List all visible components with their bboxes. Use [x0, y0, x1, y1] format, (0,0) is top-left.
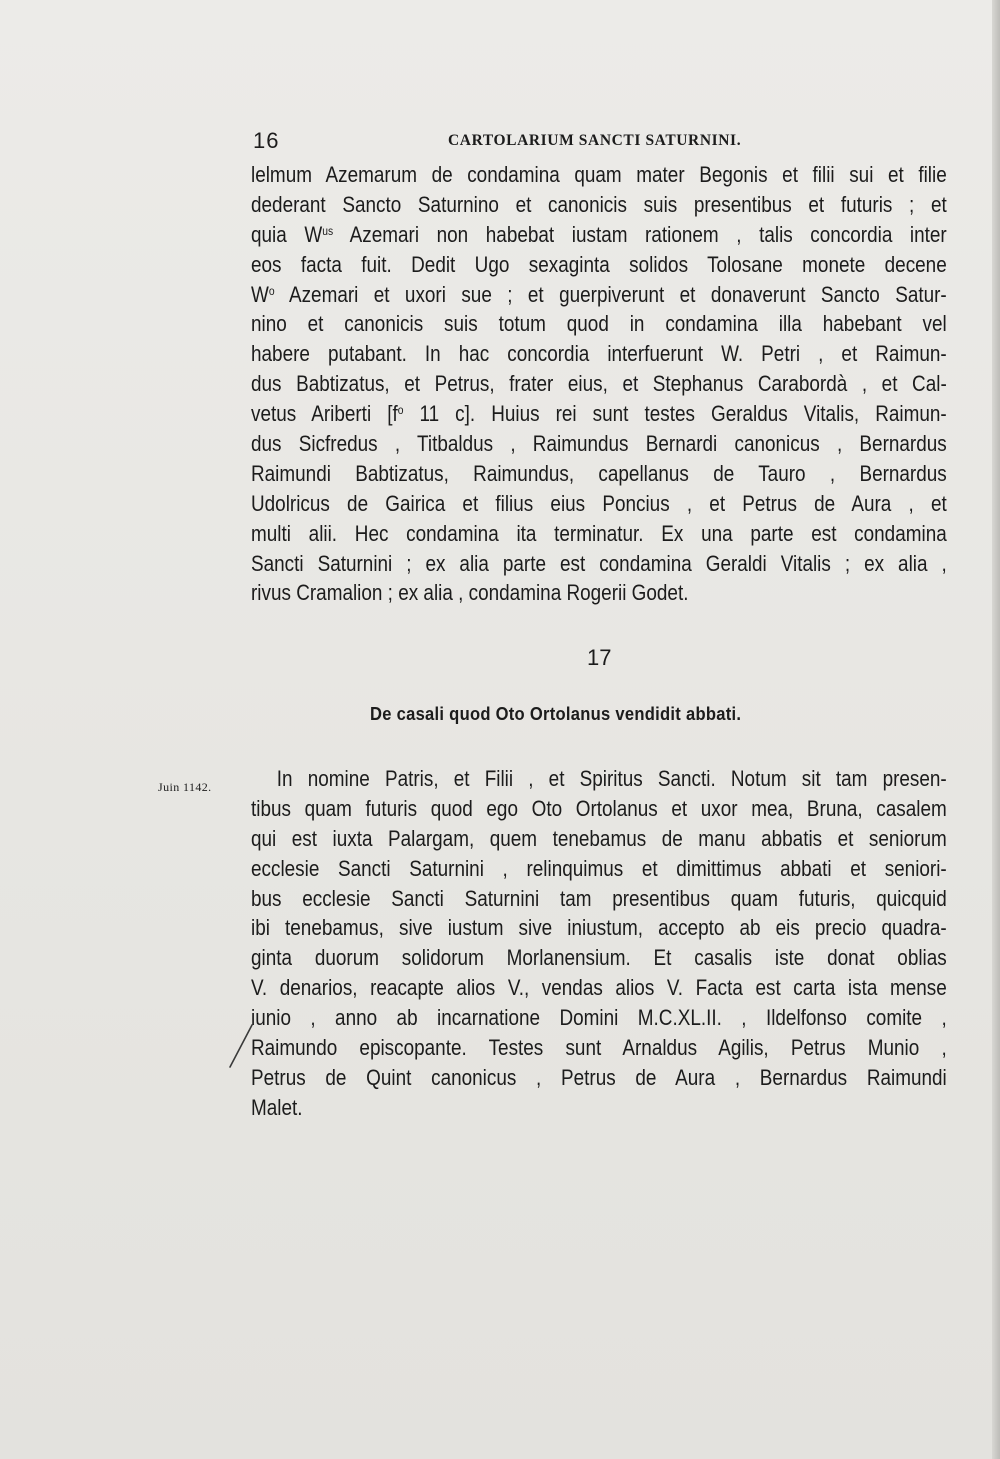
text-line: V. denarios, reacapte alios V., vendas alios V. Facta est carta ista mense [251, 975, 947, 1001]
text-line: dus Babtizatus, et Petrus, frater eius, et Stephanus Carabordà , et Cal- [251, 371, 947, 397]
text-line: quia $W^{us}$ Azemari non habebat iustam rationem , talis concordia inter [251, 221, 947, 247]
text-line: Raimundi Babtizatus, Raimundus, capellanus de Tauro , Bernardus [251, 460, 947, 486]
text-line: iunio , anno ab incarnatione Domini M.C.XL.II. , Ildelfonso comite , [251, 1005, 947, 1031]
charter-number: 17 [587, 645, 612, 670]
text-line: ibi tenebamus, sive iustum sive iniustum, accepto ab eis precio quadra- [251, 915, 947, 941]
text-line: lelmum Azemarum de condamina quam mater Begonis et filii sui et filie [251, 162, 947, 187]
text-line: In nomine Patris, et Filii , et Spiritus Sancti. Notum sit tam presen- [276, 766, 947, 791]
text-line: nino et canonicis suis totum quod in condamina illa habebant vel [251, 311, 947, 337]
page-header [253, 128, 753, 156]
text-line: Petrus de Quint canonicus , Petrus de Aura , Bernardus Raimundi [251, 1064, 947, 1090]
text-line: multi alii. Hec condamina ita terminatur. Ex una parte est condamina [251, 520, 947, 546]
charter-16-continuation [251, 160, 947, 608]
text-line: dus Sicfredus , Titbaldus , Raimundus Bernardi canonicus , Bernardus [251, 431, 947, 457]
text-line: qui est iuxta Palargam, quem tenebamus de manu abbatis et seniorum [251, 825, 947, 851]
text-line: dederant Sancto Saturnino et canonicis suis presentibus et futuris ; et [251, 191, 947, 217]
pencil-slash-mark [226, 1022, 256, 1070]
page-edge-shadow [992, 0, 1000, 1459]
text-line: $W^o$ Azemari et uxori sue ; et guerpiverunt et donaverunt Sancto Satur- [251, 281, 947, 307]
running-head: CARTOLARIUM SANCTI SATURNINI. [448, 132, 742, 149]
page-number: 16 [253, 128, 280, 153]
text-line: Sancti Saturnini ; ex alia parte est condamina Geraldi Vitalis ; ex alia , [251, 550, 947, 576]
text-line: bus ecclesie Sancti Saturnini tam presentibus quam futuris, quicquid [251, 885, 947, 911]
text-line: ecclesie Sancti Saturnini , relinquimus et dimittimus abbati et seniori- [251, 855, 947, 881]
charter-17-body [251, 764, 947, 1123]
text-line: vetus Ariberti [$f^o$ 11 c]. Huius rei sunt testes Geraldus Vitalis, Raimun- [251, 401, 947, 427]
superscript: us [322, 223, 334, 238]
text-line: habere putabant. In hac concordia interfuerunt W. Petri , et Raimun- [251, 341, 947, 367]
text-line: eos facta fuit. Dedit Ugo sexaginta solidos Tolosane monete decene [251, 251, 947, 277]
text-line: Malet. [251, 1094, 303, 1120]
superscript: o [397, 403, 404, 418]
text-line: tibus quam futuris quod ego Oto Ortolanus et uxor mea, Bruna, casalem [251, 795, 947, 821]
charter-title: De casali quod Oto Ortolanus vendidit abbati. [370, 704, 742, 724]
text-line: ginta duorum solidorum Morlanensium. Et casalis iste donat oblias [251, 945, 947, 971]
margin-date-note: Juin 1142. [158, 780, 212, 794]
superscript: o [268, 283, 275, 298]
text-line: Udolricus de Gairica et filius eius Poncius , et Petrus de Aura , et [251, 490, 947, 516]
text-line: Raimundo episcopante. Testes sunt Arnaldus Agilis, Petrus Munio , [251, 1035, 947, 1061]
text-line: rivus Cramalion ; ex alia , condamina Rogerii Godet. [251, 580, 689, 606]
